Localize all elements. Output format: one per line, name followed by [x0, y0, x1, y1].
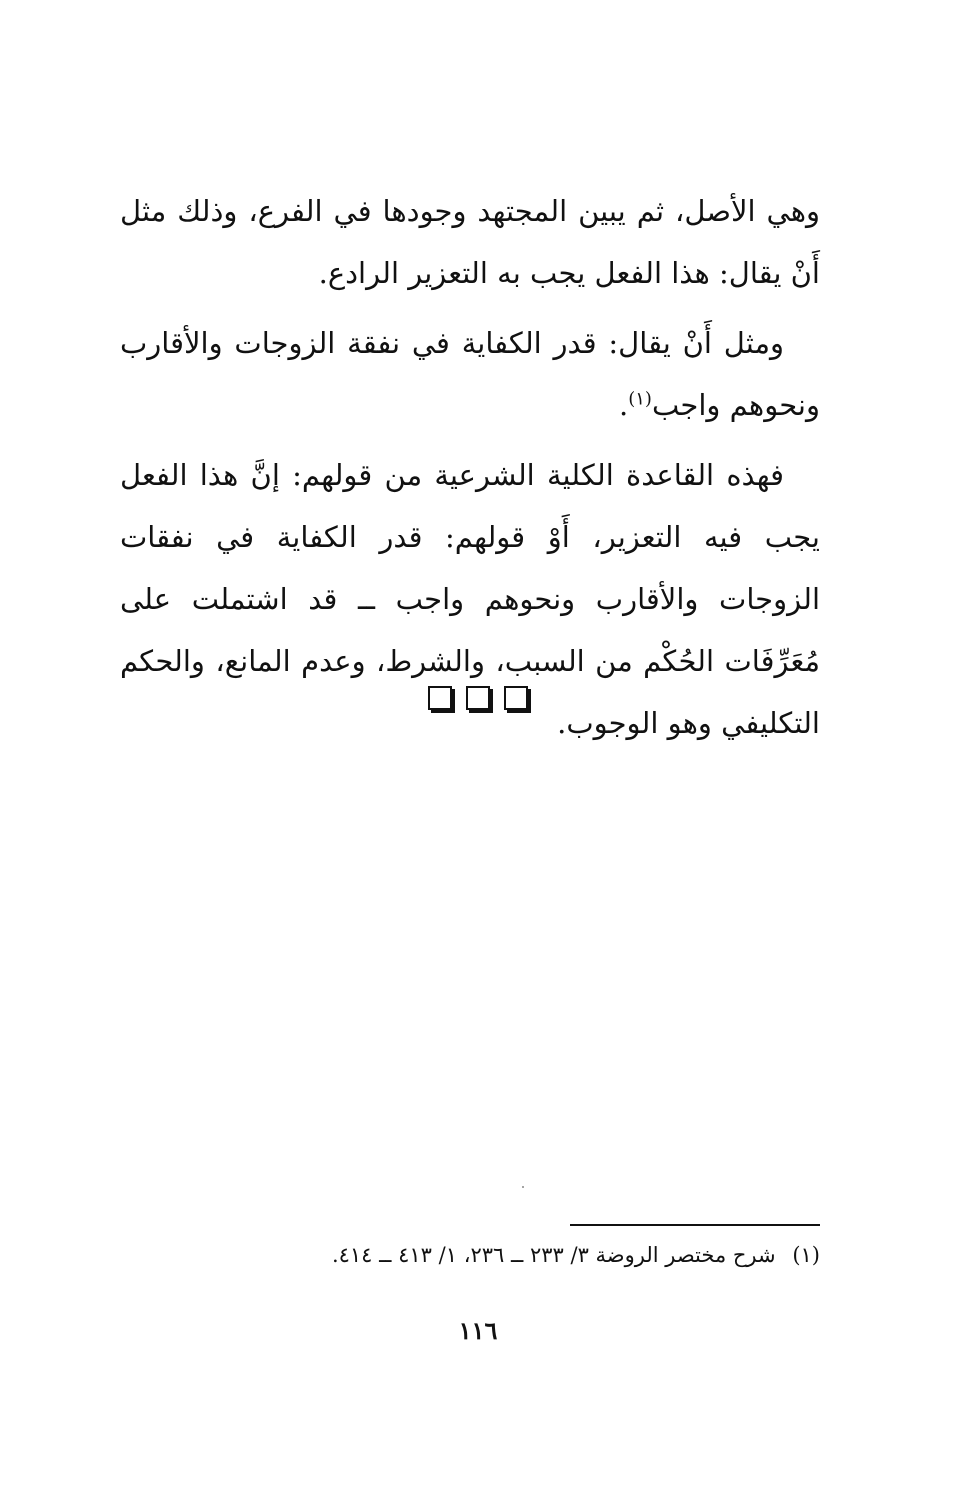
scan-speck	[522, 1186, 524, 1188]
footnote-divider	[570, 1224, 820, 1226]
footnote	[120, 1238, 820, 1272]
paragraph-2	[120, 312, 820, 436]
square-box-icon	[466, 686, 490, 710]
paragraph-2-text: ومثل أَنْ يقال: قدر الكفاية في نفقة الزوجات والأقارب ونحوهم واجب	[120, 326, 820, 422]
square-box-icon	[428, 686, 452, 710]
section-separator	[0, 686, 956, 710]
paragraph-1	[120, 180, 820, 304]
square-box-icon	[504, 686, 528, 710]
footnote-number: (١)	[792, 1243, 820, 1267]
paragraph-2-tail: .	[618, 388, 629, 422]
body-text	[120, 180, 820, 754]
footnote-reference[interactable]: (١)	[628, 388, 652, 410]
footnote-text: شرح مختصر الروضة ٣/ ٢٣٣ ــ ٢٣٦، ١/ ٤١٣ ــ ٤١٤.	[331, 1243, 776, 1267]
page-number: ١١٦	[458, 1316, 498, 1345]
paragraph-3-text: فهذه القاعدة الكلية الشرعية من قولهم: إنَّ هذا الفعل يجب فيه التعزير، أَوْ قولهم: قدر الكفاية في نفقات الزوجات والأقارب ونحوهم واجب ــ قد اشتملت على مُعَرِّفَات الحُكْم من السبب، والشرط، وعدم المانع، والحكم التكليفي وهو الوجوب.	[120, 458, 820, 740]
paragraph-1-text: وهي الأصل، ثم يبين المجتهد وجودها في الفرع، وذلك مثل أَنْ يقال: هذا الفعل يجب به التعزير الرادع.	[120, 194, 820, 290]
